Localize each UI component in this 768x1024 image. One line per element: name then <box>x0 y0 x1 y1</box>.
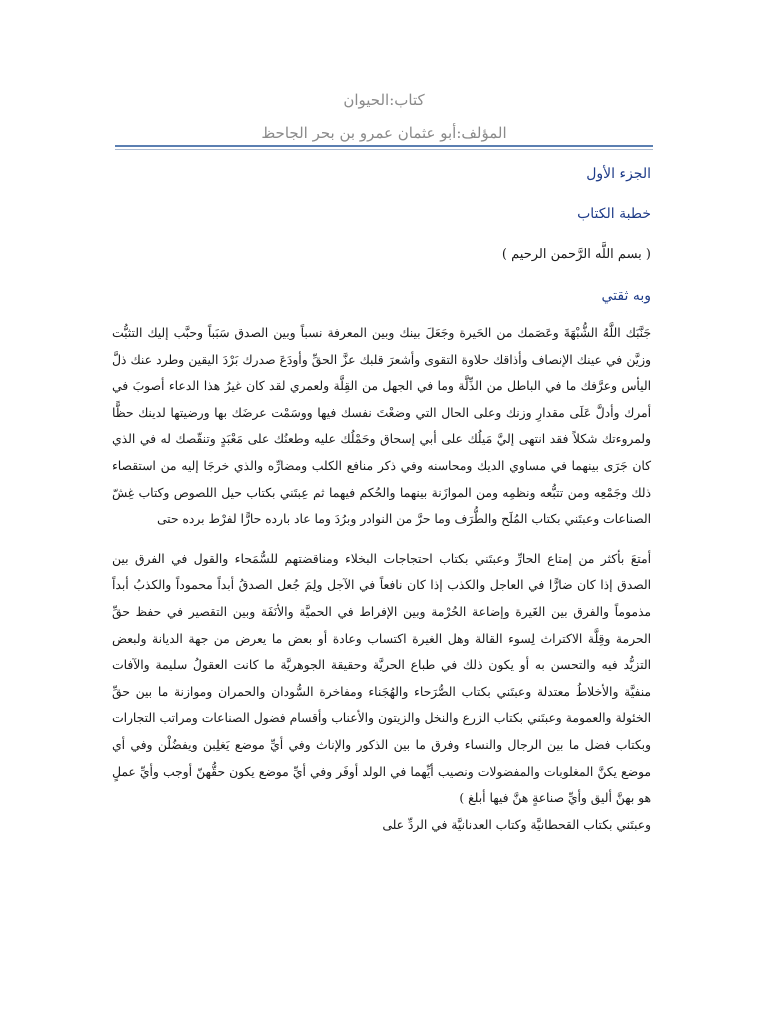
part-heading: الجزء الأول <box>586 166 651 182</box>
header-divider <box>115 145 653 147</box>
author-line: المؤلف:أبو عثمان عمرو بن بحر الجاحظ <box>261 124 507 142</box>
book-title: كتاب:الحيوان <box>343 91 425 109</box>
header-divider-thin <box>115 149 653 150</box>
body-paragraph: جَنَّبَك اللَّهُ الشُّبْهَةَ وعَصَمك من الحَيرة وجَعَلَ بينك وبين المعرفة نسباً وبين الصدق سَبَباً وحبَّب إليك التثبُّت وزيَّن في عينك الإنصاف وأذاقك حلاوة التقوى وأشعرَ قلبك عزَّ الحقِّ وأودَعَ صدرك بَرْدَ اليقين وطرد عنك ذلَّ اليأس وعرَّفك ما في الباطل من الذِّلَّة وما في الجهل من القِلَّة ولعمري لقد كان غيرُ هذا الدعاء أصوبَ في أمرك وأدلَّ عَلَى مقدارِ وزنك وعلى الحال التي وضعْتَ نفسك فيها ووسَمْت عرضَك بها ورضيتها لدينك حظًّا ولمروءتك شكلاً فقد انتهى إليَّ مَيلُك على أبي إسحاق وحَمْلُك عليه وطعنُك على مَعْبَدٍ وتنقّصك له في الذي كان جَرَى بينهما في مساوي الديك ومحاسنه وفي ذكر منافع الكلب ومضارِّه والذي خرجَا إليه من استقصاء ذلك وجَمْعِه ومن تتبُّعه ونظمِه ومن الموازَنة بينهما والحُكم فيهما ثم عِبتَني بكتاب حيل اللصوص وكتاب غِشّ الصناعات وعبتَني بكتاب المُلَح والطُّرَف وما حرَّ من النوادر وبرُدَ وما عاد بارده حارًّا لفرْط برده حتى <box>112 326 651 527</box>
document-body <box>112 156 651 838</box>
body-paragraph: وعبتَني بكتاب القحطانيَّة وكتاب العدنانيَّة في الردِّ على <box>382 817 651 832</box>
invocation-heading: وبه ثقتي <box>601 288 651 304</box>
basmala-line: ( بسم اللَّه الرَّحمن الرحيم ) <box>501 247 651 262</box>
sermon-heading: خطبة الكتاب <box>577 206 651 222</box>
body-paragraph: أمتعَ بأكثر من إمتاع الحارِّ وعبتَني بكتاب احتجاجات البخلاء ومناقضتهم للسُّمَحاء والقول في الفرق بين الصدق إذا كان ضارًّا في العاجل والكذب إذا كان نافعاً في الآجل ولِمَ جُعل الصدقُ أبداً محموداً والكذبُ أبداً مذموماً والفرق بين الغَيرة وإضاعة الحُرْمة وبين الإفراط في الحميَّة والأنَفَة وبين التقصير في حفظ حقِّ الحرمة وقِلَّة الاكتراث لِسوء القالة وهل الغيرة اكتساب وعادة أو بعض ما يعرض من جهة الديانة ولبعض التزيُّد فيه والتحسن به أو يكون ذلك في طباع الحريَّة وحقيقة الجوهريَّة ما كانت العقولُ سليمة والآفات منفيَّة والأخلاطُ معتدلة وعبتَني بكتاب الصُّرَحاء والهُجَناء ومفاخرة السُّودان والحمران وموازنة ما بين حقِّ الخئولة والعمومة وعبتَني بكتاب الزرع والنخل والزيتون والأعناب وأقسام فضول الصناعات ومراتب التجارات وبكتاب فضل ما بين الرجال والنساء وفرق ما بين الذكور والإناث وفي أيِّ موضع يَغلِبن ويفضُلْن وفي أي موضع يكنَّ المغلوبات والمفضولات ونصيب أيِّهما في الولد أوفَر وفي أيِّ موضع يكون حقُّهنّ أوجب وأيِّ عملٍ هو بهنَّ أليق وأيِّ صناعةٍ هنَّ فيها أبلغ ) <box>112 551 651 806</box>
document-header <box>110 84 658 150</box>
